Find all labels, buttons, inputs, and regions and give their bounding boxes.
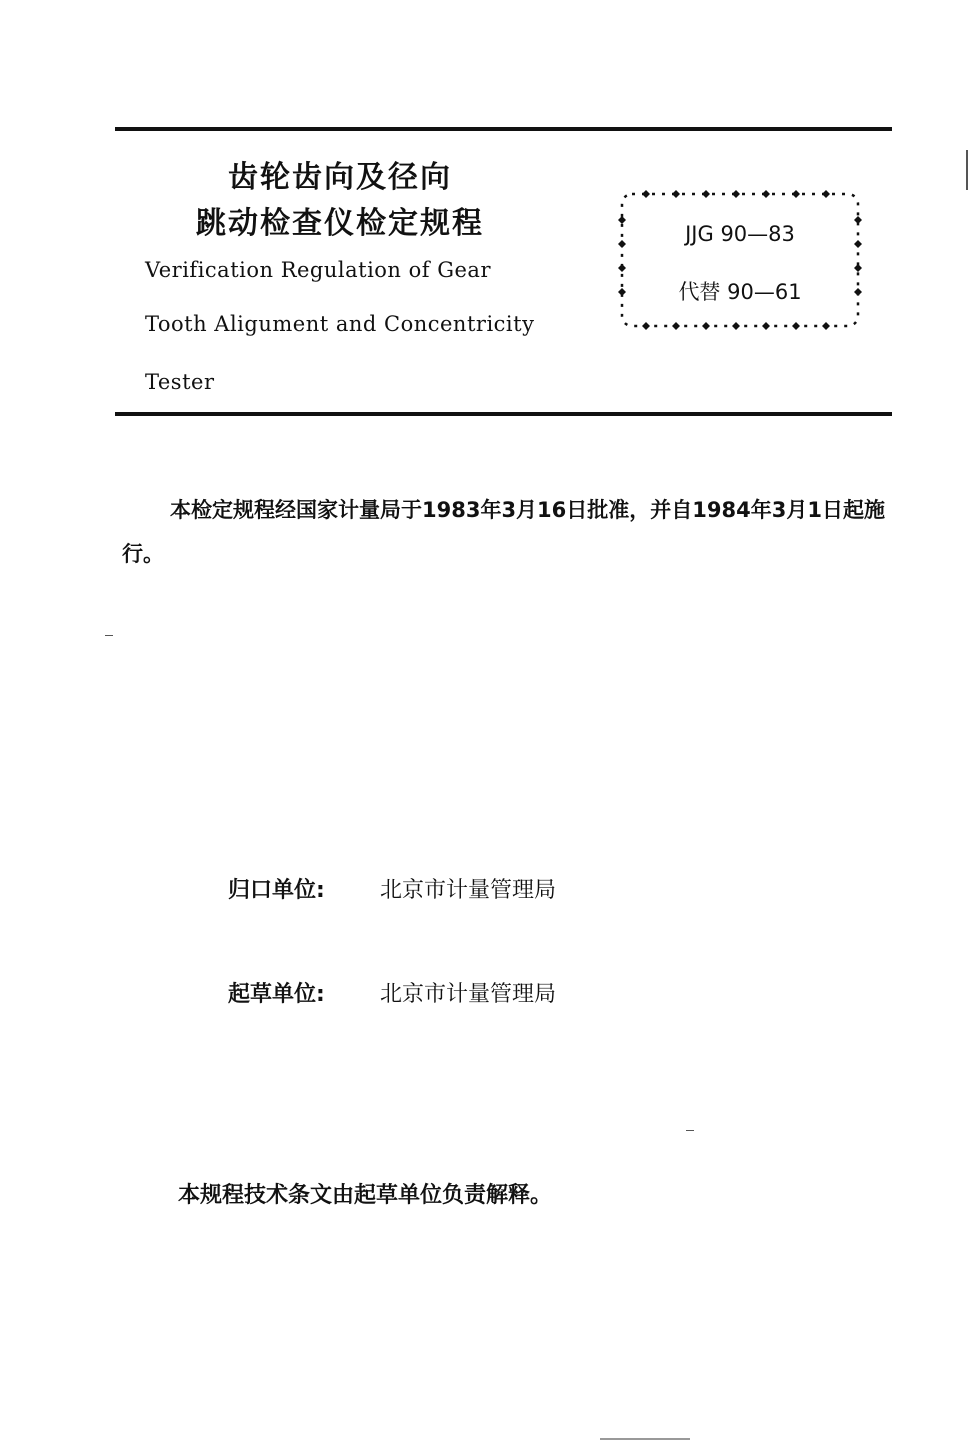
scan-speck — [686, 1130, 694, 1131]
scan-speck — [966, 150, 968, 190]
scan-speck — [600, 1438, 690, 1440]
replaces-code: 代替 90—61 — [678, 280, 802, 304]
responsible-unit-value: 北京市计量管理局 — [380, 878, 557, 903]
title-chinese-line-2: 跳动检查仪检定规程 — [196, 206, 484, 241]
approval-statement: 本检定规程经国家计量局于1983年3月16日批准，并自1984年3月1日起施行。 — [122, 498, 885, 566]
title-english-line-1: Verification Regulation of Gear — [145, 258, 491, 282]
responsible-unit-row — [228, 873, 556, 904]
standard-code: JJG 90—83 — [685, 222, 795, 246]
top-rule — [115, 127, 892, 131]
drafting-unit-row — [228, 977, 556, 1008]
drafting-unit-label: 起草单位: — [228, 982, 325, 1007]
interpretation-statement: 本规程技术条文由起草单位负责解释。 — [178, 1183, 553, 1208]
standard-code-stamp — [616, 188, 864, 332]
drafting-unit-value: 北京市计量管理局 — [380, 982, 557, 1007]
title-english-line-2: Tooth Aligument and Concentricity — [145, 312, 535, 336]
scan-speck — [105, 635, 113, 636]
title-chinese-line-1: 齿轮齿向及径向 — [228, 160, 452, 195]
stamp-border — [616, 188, 864, 332]
responsible-unit-label: 归口单位: — [228, 878, 325, 903]
bottom-rule — [115, 412, 892, 416]
title-english-line-3: Tester — [145, 370, 215, 394]
